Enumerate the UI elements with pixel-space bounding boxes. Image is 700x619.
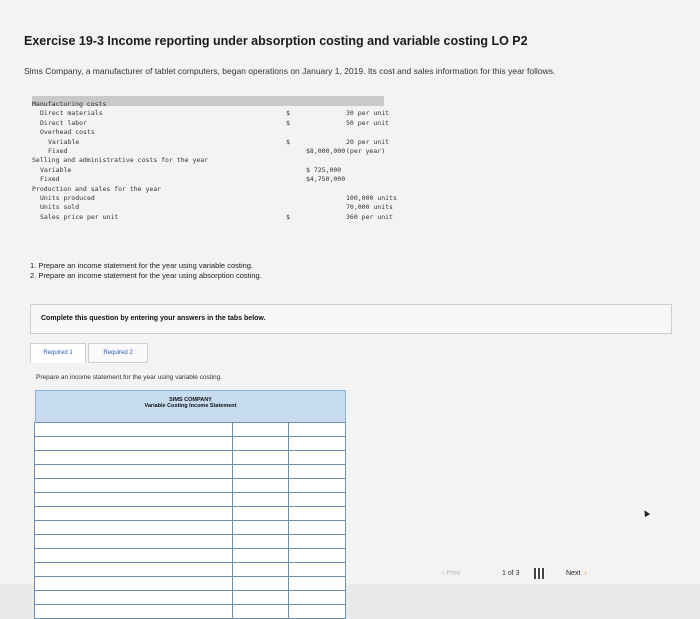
cost-row <box>32 203 393 212</box>
cost-label: Variable <box>48 137 80 146</box>
cost-dollar: $ <box>286 118 290 127</box>
statement-amount-input[interactable] <box>288 450 346 465</box>
cost-row <box>32 100 384 109</box>
statement-label-input[interactable] <box>34 478 233 493</box>
cost-row <box>32 109 390 118</box>
statement-amount-input[interactable] <box>288 534 346 549</box>
statement-label-input[interactable] <box>34 520 233 535</box>
requirement-2: 2. Prepare an income statement for the year using absorption costing. <box>30 271 262 280</box>
exercise-title: Exercise 19-3 Income reporting under absorption costing and variable costing LO P2 <box>24 34 528 48</box>
cost-label: Manufacturing costs <box>32 100 107 108</box>
cost-row <box>32 175 384 184</box>
cost-dollar: $ <box>286 212 290 221</box>
task-prompt: Prepare an income statement for the year using variable costing. <box>36 374 223 381</box>
cost-unit: (per year) <box>346 147 386 155</box>
statement-label-input[interactable] <box>34 590 233 605</box>
instructions-text: Complete this question by entering your answers in the tabs below. <box>41 315 266 322</box>
statement-label-input[interactable] <box>34 450 233 465</box>
page-indicator: 1 of 3 <box>502 570 520 577</box>
instructions-banner <box>30 304 672 334</box>
statement-amount-input[interactable] <box>232 590 289 605</box>
cost-row <box>32 156 384 165</box>
tab-required-2[interactable]: Required 2 <box>88 343 148 363</box>
cost-label: Units produced <box>40 194 95 202</box>
pagination <box>430 568 630 582</box>
prev-button[interactable]: ‹ Prev <box>442 570 461 577</box>
statement-label-input[interactable] <box>34 562 233 577</box>
grid-icon[interactable] <box>534 568 545 579</box>
cost-unit: 30 per unit <box>346 109 390 118</box>
cost-label: Fixed <box>40 175 60 184</box>
cost-label: Production and sales for the year <box>32 184 162 193</box>
tab-required-1[interactable]: Required 1 <box>30 343 86 363</box>
cost-unit: 70,000 units <box>346 203 393 212</box>
statement-amount-input[interactable] <box>232 450 289 465</box>
income-statement <box>35 390 346 619</box>
cost-label: Fixed <box>48 147 68 155</box>
statement-amount-input[interactable] <box>288 590 346 605</box>
cost-row <box>32 185 384 194</box>
cost-unit: 360 per unit <box>346 212 393 221</box>
cost-value: $ 725,000 <box>306 165 342 174</box>
statement-label-input[interactable] <box>34 506 233 521</box>
statement-amount-input[interactable] <box>232 422 289 437</box>
statement-amount-input[interactable] <box>232 492 289 507</box>
cost-row <box>32 166 384 175</box>
statement-label-input[interactable] <box>34 436 233 451</box>
statement-label-input[interactable] <box>34 534 233 549</box>
cost-value: $8,000,000 <box>306 147 346 155</box>
statement-amount-input[interactable] <box>232 548 289 563</box>
cost-unit: 20 per unit <box>346 137 390 146</box>
next-button[interactable]: Next › <box>566 570 587 577</box>
statement-label-input[interactable] <box>34 492 233 507</box>
cost-info-table <box>32 96 397 232</box>
statement-amount-input[interactable] <box>232 604 289 619</box>
intro-text: Sims Company, a manufacturer of tablet computers, began operations on January 1, 2019. Its cost and sales information for this year follows. <box>24 66 556 76</box>
requirement-1: 1. Prepare an income statement for the year using variable costing. <box>30 261 254 270</box>
cost-row <box>32 128 384 137</box>
company-name: SIMS COMPANY <box>169 397 212 403</box>
cost-row <box>32 137 390 147</box>
cost-label: Units sold <box>40 203 80 212</box>
statement-amount-input[interactable] <box>232 520 289 535</box>
statement-amount-input[interactable] <box>288 562 346 577</box>
mouse-cursor <box>642 509 650 517</box>
cost-unit: 100,000 units <box>346 194 397 202</box>
statement-amount-input[interactable] <box>288 422 346 437</box>
statement-amount-input[interactable] <box>232 436 289 451</box>
statement-subtitle: Variable Costing Income Statement <box>144 403 237 409</box>
cost-value: $4,750,000 <box>306 175 346 184</box>
statement-label-input[interactable] <box>34 422 233 437</box>
statement-amount-input[interactable] <box>232 562 289 577</box>
statement-grid <box>35 423 346 619</box>
cost-dollar: $ <box>286 137 290 146</box>
cost-unit: 50 per unit <box>346 118 390 127</box>
statement-amount-input[interactable] <box>232 506 289 521</box>
cost-label: Selling and administrative costs for the year <box>32 156 209 165</box>
statement-label-input[interactable] <box>34 464 233 479</box>
cost-label: Direct labor <box>40 118 87 127</box>
statement-amount-input[interactable] <box>288 464 346 479</box>
statement-amount-input[interactable] <box>232 464 289 479</box>
requirements-list <box>30 261 262 281</box>
cost-label: Sales price per unit <box>40 212 119 221</box>
statement-amount-input[interactable] <box>232 478 289 493</box>
cost-label: Direct materials <box>40 109 103 118</box>
statement-amount-input[interactable] <box>288 436 346 451</box>
cost-dollar: $ <box>286 109 290 118</box>
statement-header <box>35 390 346 423</box>
statement-label-input[interactable] <box>34 548 233 563</box>
cost-row <box>32 147 384 156</box>
cost-row <box>32 212 393 222</box>
statement-amount-input[interactable] <box>288 506 346 521</box>
tab-bar <box>30 343 670 367</box>
statement-amount-input[interactable] <box>288 548 346 563</box>
statement-amount-input[interactable] <box>288 604 346 619</box>
statement-amount-input[interactable] <box>288 520 346 535</box>
cost-label: Variable <box>40 165 72 174</box>
cost-label: Overhead costs <box>40 128 95 137</box>
statement-label-input[interactable] <box>34 604 233 619</box>
statement-amount-input[interactable] <box>232 534 289 549</box>
cost-row <box>32 118 390 128</box>
cost-row <box>32 194 397 203</box>
statement-amount-input[interactable] <box>288 492 346 507</box>
statement-amount-input[interactable] <box>288 478 346 493</box>
